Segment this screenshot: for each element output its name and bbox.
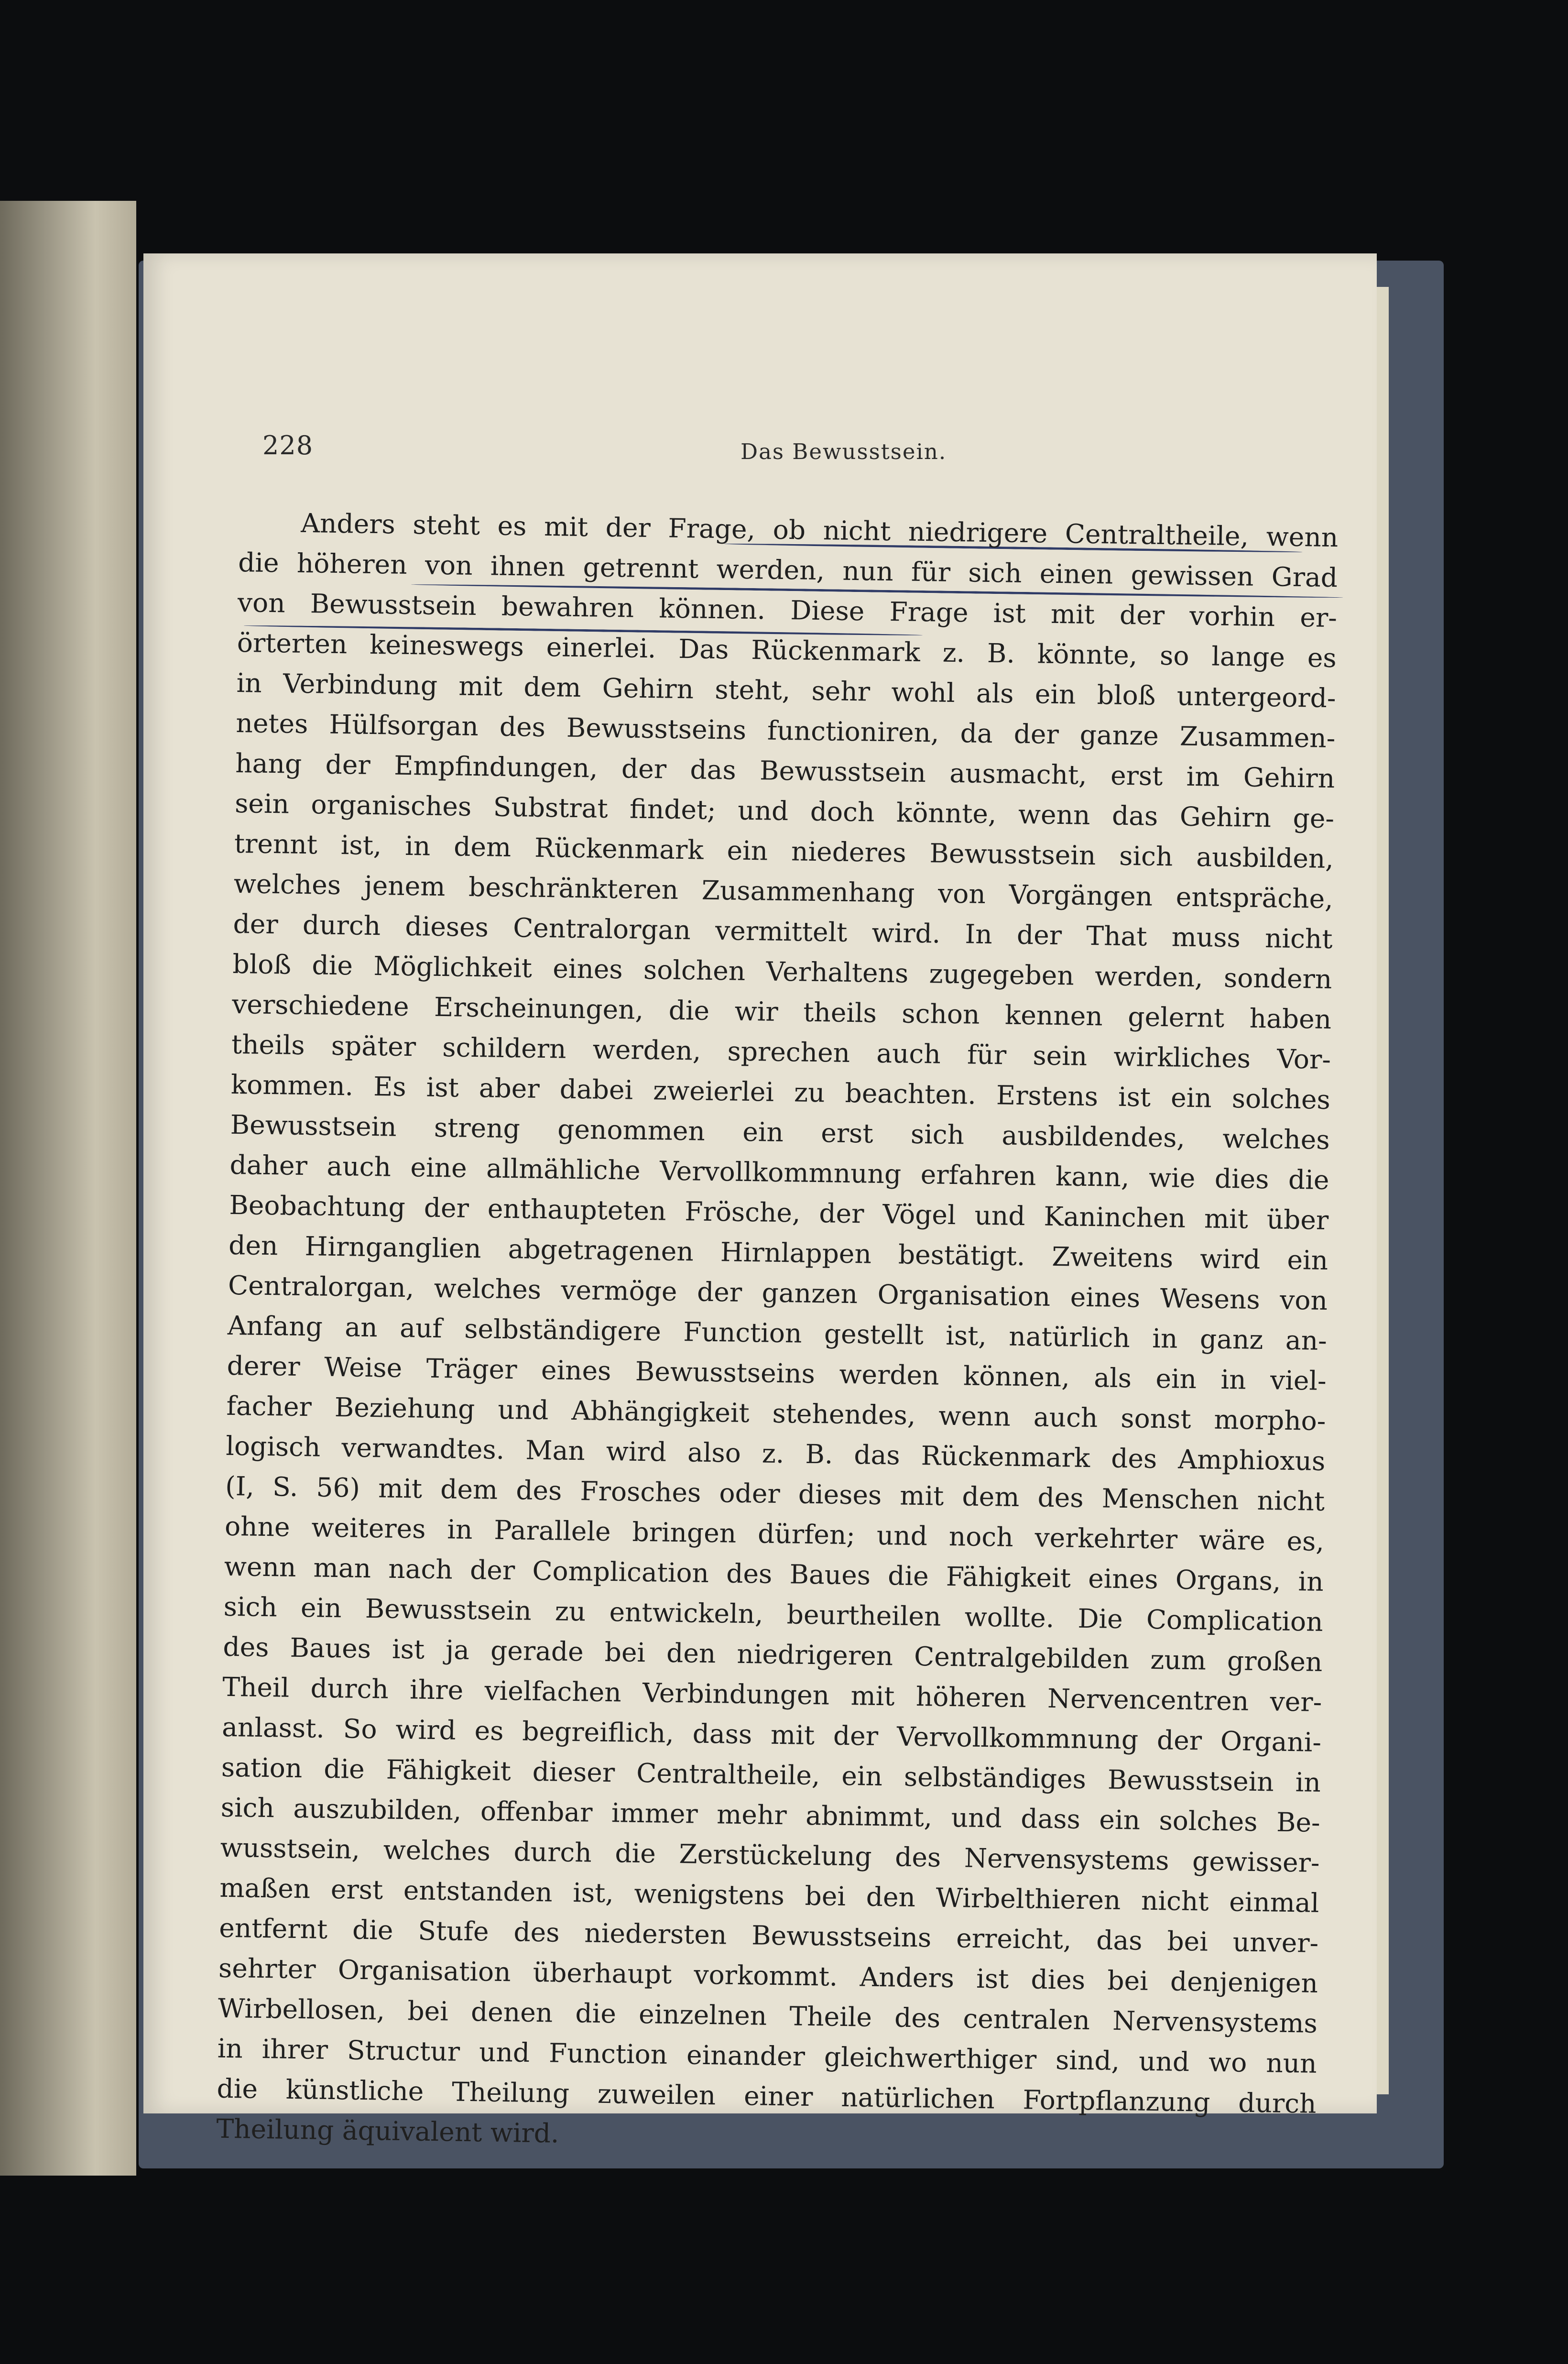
text-line: daher auch eine allmähliche Vervollkommnung erfahren kann, wie dies die (229, 1149, 1329, 1195)
text-line: in ihrer Structur und Function einander gleichwerthiger sind, und wo nun (217, 2033, 1318, 2079)
text-line: theils später schildern werden, sprechen auch für sein wirkliches Vor- (231, 1029, 1331, 1075)
text-line: sehrter Organisation überhaupt vorkommt. Anders ist dies bei denjenigen (218, 1952, 1318, 1999)
text-line: netes Hülfsorgan des Bewusstseins functioniren, da der ganze Zusammen- (236, 707, 1336, 754)
text-line: welches jenem beschränkteren Zusammenhang von Vorgängen entspräche, (233, 868, 1334, 915)
text-line: hang der Empfindungen, der das Bewusstsein ausmacht, erst im Gehirn (235, 747, 1335, 794)
text-line: Anfang an auf selbständigere Function gestellt ist, natürlich in ganz an- (227, 1310, 1328, 1356)
text-line: Theilung äquivalent wird. (216, 2113, 559, 2149)
text-line: wenn man nach der Complication des Baues die Fähigkeit eines Organs, in (224, 1551, 1324, 1597)
text-line: den Hirnganglien abgetragenen Hirnlappen bestätigt. Zweitens wird ein (228, 1229, 1328, 1276)
text-line: von Bewusstsein bewahren können. Diese Frage ist mit der vorhin er- (237, 587, 1338, 634)
text-line: die höheren von ihnen getrennt werden, nun für sich einen gewissen Grad (238, 547, 1338, 593)
body-paragraph (216, 502, 1339, 2164)
page-number: 228 (262, 430, 314, 460)
text-line: Beobachtung der enthaupteten Frösche, der Vögel und Kaninchen mit über (229, 1189, 1329, 1236)
text-line: in Verbindung mit dem Gehirn steht, sehr wohl als ein bloß untergeord- (236, 667, 1336, 714)
text-line: sation die Fähigkeit dieser Centraltheile, ein selbständiges Bewusstsein in (221, 1751, 1321, 1798)
text-line: (I, S. 56) mit dem des Frosches oder dieses mit dem des Menschen nicht (225, 1470, 1325, 1517)
text-line: sich ein Bewusstsein zu entwickeln, beurtheilen wollte. Die Complication (223, 1591, 1323, 1637)
text-line: Bewusstsein streng genommen ein erst sich ausbildendes, welches (230, 1109, 1330, 1155)
text-line: verschiedene Erscheinungen, die wir theils schon kennen gelernt haben (231, 988, 1332, 1035)
text-line: Wirbellosen, bei denen die einzelnen Theile des centralen Nervensystems (218, 1992, 1318, 2039)
text-line: des Baues ist ja gerade bei den niedrigeren Centralgebilden zum großen (223, 1631, 1323, 1677)
text-line: wusstsein, welches durch die Zerstückelung des Nervensystems gewisser- (220, 1832, 1320, 1878)
text-line: bloß die Möglichkeit eines solchen Verhaltens zugegeben werden, sondern (232, 948, 1332, 995)
text-line: Theil durch ihre vielfachen Verbindungen mit höheren Nervencentren ver- (222, 1671, 1322, 1718)
text-line: örterten keineswegs einerlei. Das Rückenmark z. B. könnte, so lange es (237, 627, 1337, 674)
text-line: die künstliche Theilung zuweilen einer natürlichen Fortpflanzung durch (217, 2073, 1317, 2119)
page-header (262, 430, 1376, 478)
text-line: der durch dieses Centralorgan vermittelt wird. In der That muss nicht (233, 908, 1333, 955)
text-line: ohne weiteres in Parallele bringen dürfen; und noch verkehrter wäre es, (224, 1510, 1325, 1557)
running-head: Das Bewusstsein. (740, 439, 947, 464)
text-line: facher Beziehung und Abhängigkeit stehendes, wenn auch sonst morpho- (226, 1390, 1326, 1436)
text-line: Centralorgan, welches vermöge der ganzen Organisation eines Wesens von (228, 1270, 1328, 1316)
text-line: trennt ist, in dem Rückenmark ein niederes Bewusstsein sich ausbilden, (234, 828, 1334, 875)
text-line: Anders steht es mit der Frage, ob nicht niedrigere Centraltheile, wenn (300, 507, 1339, 553)
text-line: entfernt die Stufe des niedersten Bewusstseins erreicht, das bei unver- (218, 1912, 1319, 1959)
text-line: kommen. Es ist aber dabei zweierlei zu beachten. Erstens ist ein solches (230, 1069, 1331, 1115)
text-line: sein organisches Substrat findet; und doch könnte, wenn das Gehirn ge- (234, 788, 1335, 834)
text-line: anlasst. So wird es begreiflich, dass mit der Vervollkommnung der Organi- (221, 1711, 1322, 1758)
text-line: logisch verwandtes. Man wird also z. B. das Rückenmark des Amphioxus (225, 1430, 1326, 1477)
text-line: maßen erst entstanden ist, wenigstens bei den Wirbelthieren nicht einmal (219, 1872, 1319, 1918)
left-page-edge (0, 201, 136, 2176)
text-line: derer Weise Träger eines Bewusstseins werden können, als ein in viel- (227, 1350, 1327, 1396)
text-line: sich auszubilden, offenbar immer mehr abnimmt, und dass ein solches Be- (220, 1792, 1321, 1838)
book-page (143, 253, 1377, 2149)
